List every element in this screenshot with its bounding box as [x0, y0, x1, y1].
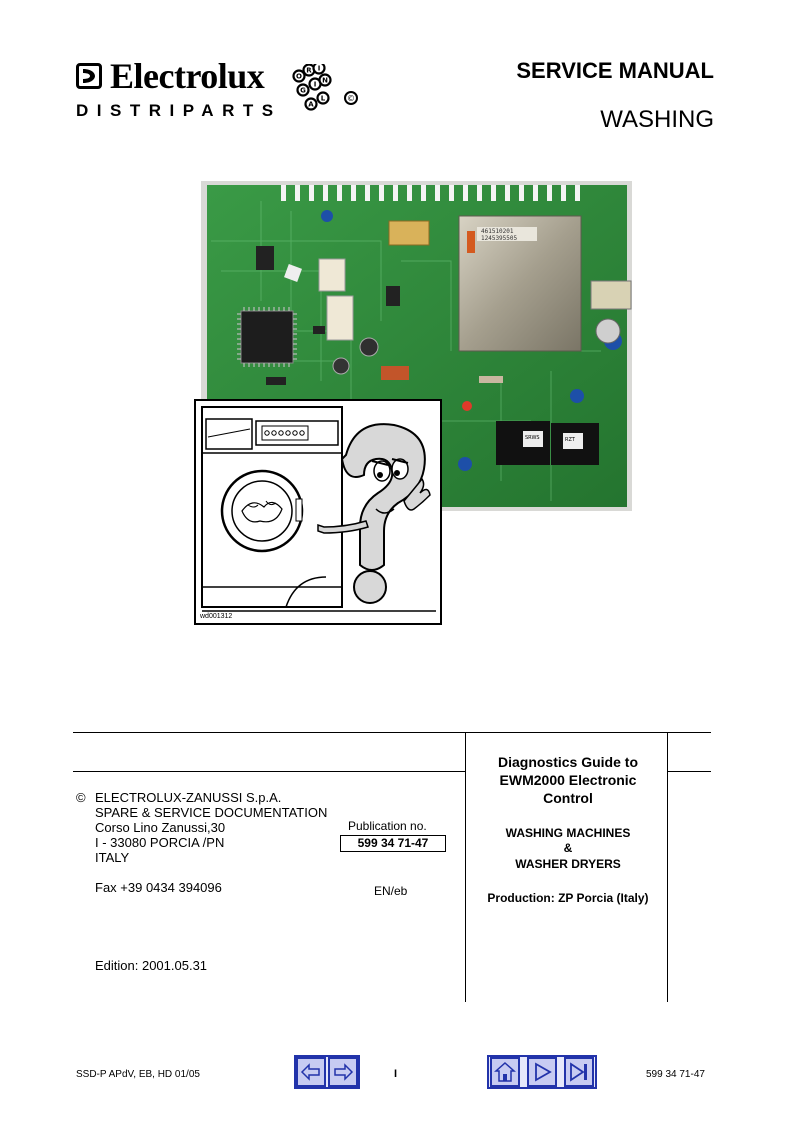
edition-date: Edition: 2001.05.31 — [95, 958, 208, 973]
badge-letter: R — [306, 66, 312, 75]
pcb-pin — [379, 185, 384, 201]
section-title: WASHING — [600, 106, 714, 133]
guide-title-line1: Diagnostics Guide to — [497, 754, 638, 770]
guide-title-line3: Control — [543, 790, 593, 806]
previous-page-button[interactable] — [296, 1057, 326, 1087]
product-line1: WASHING MACHINES — [505, 826, 631, 840]
play-icon — [529, 1059, 555, 1085]
last-page-button[interactable] — [564, 1057, 594, 1087]
original-badge-icon — [291, 64, 363, 120]
badge-letter: A — [308, 100, 314, 109]
badge-letter: I — [317, 64, 321, 73]
company-name: ELECTROLUX-ZANUSSI S.p.A. — [95, 790, 282, 805]
pcb-label-2: 1245395505 — [481, 235, 518, 242]
pcb-pin — [435, 185, 440, 201]
service-manual-title: SERVICE MANUAL — [516, 58, 714, 83]
pcb-pin — [393, 185, 398, 201]
pcb-pin — [575, 185, 580, 201]
electrolux-logo-icon — [76, 63, 102, 89]
table-mid-rule-right — [667, 771, 711, 772]
distriparts-label: DISTRIPARTS — [76, 101, 282, 120]
table-divider-right — [667, 732, 668, 1002]
pcb-pin — [505, 185, 510, 201]
footer-right-text: 599 34 71-47 — [646, 1069, 705, 1080]
pcb-pin — [449, 185, 454, 201]
table-top-rule — [73, 732, 711, 733]
publication-label: Publication no. — [348, 819, 427, 833]
copyright-symbol: © — [76, 790, 86, 805]
table-mid-rule-left — [73, 771, 466, 772]
pcb-pin — [421, 185, 426, 201]
cartoon-illustration — [194, 399, 442, 625]
pcb-pin — [281, 185, 286, 201]
pcb-pin — [547, 185, 552, 201]
fax-number: Fax +39 0434 394096 — [95, 880, 222, 895]
pcb-pin — [323, 185, 328, 201]
relay-label-2: RZT — [565, 437, 575, 443]
pcb-pin — [533, 185, 538, 201]
product-amp: & — [563, 841, 573, 855]
city-address: I - 33080 PORCIA /PN — [95, 835, 225, 850]
badge-letter: O — [296, 72, 302, 81]
pcb-pin — [407, 185, 412, 201]
production-site: Production: ZP Porcia (Italy) — [487, 891, 649, 905]
badge-letter: G — [300, 86, 306, 95]
street-address: Corso Lino Zanussi,30 — [95, 820, 226, 835]
pcb-pin — [561, 185, 566, 201]
next-page-button[interactable] — [328, 1057, 358, 1087]
product-line2: WASHER DRYERS — [515, 857, 621, 871]
pcb-label-1: 461510201 — [481, 228, 514, 235]
country: ITALY — [95, 850, 130, 865]
pcb-pin — [519, 185, 524, 201]
badge-copyright: © — [347, 94, 355, 103]
pcb-pin — [295, 185, 300, 201]
pcb-pin — [463, 185, 468, 201]
badge-letter: I — [313, 80, 317, 89]
page-number: I — [394, 1068, 398, 1080]
pcb-pin — [491, 185, 496, 201]
table-divider-left — [465, 732, 466, 1002]
pcb-pin — [365, 185, 370, 201]
department: SPARE & SERVICE DOCUMENTATION — [95, 805, 328, 820]
relay-label-1: SRWS — [525, 435, 540, 441]
pcb-pin — [351, 185, 356, 201]
pcb-pin — [309, 185, 314, 201]
play-forward-button[interactable] — [527, 1057, 557, 1087]
home-icon — [492, 1059, 518, 1085]
publication-number: 599 34 71-47 — [340, 835, 446, 852]
home-button[interactable] — [490, 1057, 520, 1087]
arrow-left-icon — [298, 1059, 324, 1085]
language-code: EN/eb — [374, 884, 408, 898]
badge-letter: L — [320, 94, 326, 103]
cartoon-code: wd001312 — [200, 613, 233, 620]
brand-name: Electrolux — [110, 56, 265, 96]
pcb-pin — [477, 185, 482, 201]
badge-letter: N — [322, 76, 328, 85]
footer-left-text: SSD-P APdV, EB, HD 01/05 — [76, 1069, 200, 1080]
pcb-pin — [337, 185, 342, 201]
arrow-right-icon — [330, 1059, 356, 1085]
guide-title-line2: EWM2000 Electronic — [499, 772, 637, 788]
skip-to-end-icon — [566, 1059, 592, 1085]
